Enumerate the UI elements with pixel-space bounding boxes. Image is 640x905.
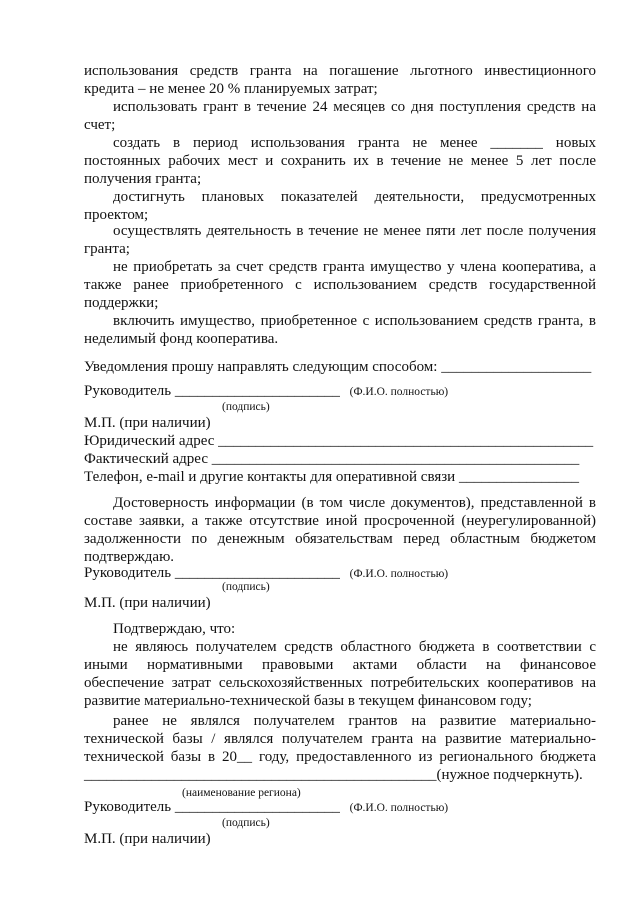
para2-line2: счет; xyxy=(84,117,116,133)
confirm-line4: подтверждаю. xyxy=(84,549,175,565)
sign3-mp: М.П. (при наличии) xyxy=(84,831,211,847)
affirm-a-line2: иными нормативными правовыми актами области на финансовое xyxy=(84,657,596,673)
sign3-podpis: (подпись) xyxy=(222,817,270,829)
affirm-b-line3: технической базы в 20__ году, предоставленного из регионального бюджета xyxy=(84,749,596,765)
sign3-fio: (Ф.И.О. полностью) xyxy=(349,802,449,814)
sign1-head-text: Руководитель ______________________ xyxy=(84,383,340,399)
sign1-fio: (Ф.И.О. полностью) xyxy=(349,386,449,398)
sign2-fio: (Ф.И.О. полностью) xyxy=(349,568,449,580)
actual-address: Фактический адрес _________________________________________________ xyxy=(84,451,580,467)
affirm-a-line4: развитие материально-технической базы в текущем финансовом году; xyxy=(84,693,532,709)
confirm-line3: задолженности по денежным обязательствам перед областным бюджетом xyxy=(84,531,596,547)
para7-line1: включить имущество, приобретенное с использованием средств гранта, в xyxy=(113,313,596,329)
para4-line2: проектом; xyxy=(84,207,149,223)
sign1-mp: М.П. (при наличии) xyxy=(84,415,211,431)
para1-line1: использования средств гранта на погашение льготного инвестиционного xyxy=(84,63,596,79)
legal-address: Юридический адрес __________________________________________________ xyxy=(84,433,594,449)
contacts-phone: Телефон, e-mail и другие контакты для оперативной связи ________________ xyxy=(84,469,579,485)
para5-line2: гранта; xyxy=(84,241,130,257)
para6-line2: также ранее приобретенного с использованием средств государственной xyxy=(84,277,596,293)
para1-line2: кредита – не менее 20 % планируемых затрат; xyxy=(84,81,378,97)
sign2-podpis: (подпись) xyxy=(222,581,270,593)
sign2-head-text: Руководитель ______________________ xyxy=(84,565,340,581)
confirm-line1: Достоверность информации (в том числе документов), представленной в xyxy=(113,495,596,511)
region-caption: (наименование региона) xyxy=(182,787,301,799)
para4-line1: достигнуть плановых показателей деятельности, предусмотренных xyxy=(113,189,596,205)
sign3-head-text: Руководитель ______________________ xyxy=(84,799,340,815)
affirm-head: Подтверждаю, что: xyxy=(113,621,236,637)
affirm-a-line1: не являюсь получателем средств областного бюджета в соответствии с xyxy=(113,639,596,655)
para3-line3: получения гранта; xyxy=(84,171,202,187)
para2-line1: использовать грант в течение 24 месяцев со дня поступления средств на xyxy=(113,99,596,115)
sign2-mp: М.П. (при наличии) xyxy=(84,595,211,611)
affirm-a-line3: обеспечение затрат сельскохозяйственных потребительских кооперативов на xyxy=(84,675,596,691)
para3-line1: создать в период использования гранта не менее _______ новых xyxy=(113,135,596,151)
confirm-line2: составе заявки, а также отсутствие иной просроченной (неурегулированной) xyxy=(84,513,596,529)
affirm-b-line2: технической базы / являлся получателем гранта на развитие материально- xyxy=(84,731,596,747)
para5-line1: осуществлять деятельность в течение не менее пяти лет после получения xyxy=(113,223,596,239)
affirm-b-line1: ранее не являлся получателем грантов на развитие материально- xyxy=(113,713,596,729)
para7-line2: неделимый фонд кооператива. xyxy=(84,331,279,347)
sign1-podpis: (подпись) xyxy=(222,401,270,413)
para3-line2: постоянных рабочих мест и сохранить их в течение не менее 5 лет после xyxy=(84,153,596,169)
para6-line1: не приобретать за счет средств гранта имущество у члена кооператива, а xyxy=(113,259,596,275)
notify-line: Уведомления прошу направлять следующим способом: ____________________ xyxy=(84,359,592,375)
affirm-b-line4: _______________________________________________(нужное подчеркнуть). xyxy=(84,767,583,783)
para6-line3: поддержки; xyxy=(84,295,159,311)
